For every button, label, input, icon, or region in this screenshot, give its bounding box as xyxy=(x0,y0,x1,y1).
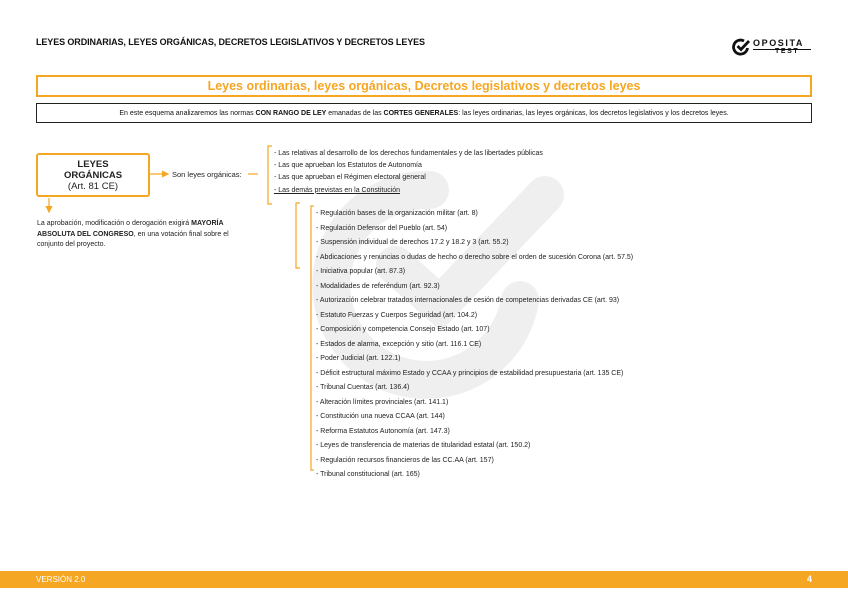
list-item: - Reforma Estatutos Autonomía (art. 147.3) xyxy=(316,427,450,435)
footer-bar xyxy=(0,571,848,588)
bracket-other-cases xyxy=(311,206,314,470)
connector-label: Son leyes orgánicas: xyxy=(172,170,242,179)
concept-title-line2: ORGÁNICAS xyxy=(63,170,123,181)
section-title: Leyes ordinarias, leyes orgánicas, Decretos legislativos y decretos leyes xyxy=(207,79,641,93)
list-item: - Constitución una nueva CCAA (art. 144) xyxy=(316,413,445,420)
bracket-other-cases-top xyxy=(296,203,300,268)
list-item: - Alteración límites provinciales (art. 141.1) xyxy=(316,398,449,406)
list-item: - Tribunal Cuentas (art. 136.4) xyxy=(316,384,410,391)
list-item: - Iniciativa popular (art. 87.3) xyxy=(316,268,406,275)
leyes-organicas-box xyxy=(36,153,150,197)
list-item: - Suspensión individual de derechos 17.2 y 18.2 y 3 (art. 55.2) xyxy=(316,239,509,246)
list-item: - Leyes de transferencia de materias de titularidad estatal (art. 150.2) xyxy=(316,442,531,449)
list-item: - Estados de alarma, excepción y sitio (art. 116.1 CE) xyxy=(316,340,482,348)
organic-law-types-list xyxy=(274,148,543,197)
other-cases-list xyxy=(316,207,633,483)
check-circle-icon xyxy=(731,37,751,57)
list-item: - Abdicaciones y renuncias o dudas de hecho o derecho sobre el orden de sucesión Corona (art. 57.5) xyxy=(316,253,634,261)
list-item: - Poder Judicial (art. 122.1) xyxy=(316,355,401,362)
approval-description: La aprobación, modificación o derogación exigirá MAYORÍA ABSOLUTA DEL CONGRESO, en una votación final sobre el conjunto del proyecto. xyxy=(37,220,229,248)
list-item: - Las demás previstas en la Constitución xyxy=(274,186,401,194)
list-item: - Déficit estructural máximo Estado y CCAA y principios de estabilidad presupuestaria (art. 135 CE) xyxy=(316,369,624,377)
intro-text: En este esquema analizaremos las normas CON RANGO DE LEY emanadas de las CORTES GENERALES: las leyes ordinarias, las leyes orgánicas, los decretos legislativos y los decretos leyes. xyxy=(119,109,729,117)
list-item: - Estatuto Fuerzas y Cuerpos Seguridad (art. 104.2) xyxy=(316,311,478,319)
logo-word-test: TEST xyxy=(775,48,800,55)
list-item: - Las que aprueban el Régimen electoral general xyxy=(274,174,426,182)
version-label: VERSIÓN 2.0 xyxy=(36,575,86,584)
section-title-box xyxy=(36,75,812,97)
list-item: - Las relativas al desarrollo de los derechos fundamentales y de las libertades públicas xyxy=(274,150,543,157)
concept-title-line1: LEYES xyxy=(77,159,109,170)
list-item: - Regulación Defensor del Pueblo (art. 54) xyxy=(316,224,448,232)
document-header-title: LEYES ORDINARIAS, LEYES ORGÁNICAS, DECRETOS LEGISLATIVOS Y DECRETOS LEYES xyxy=(36,37,425,47)
list-item: - Las que aprueban los Estatutos de Autonomía xyxy=(274,162,422,170)
list-item: - Modalidades de referéndum (art. 92.3) xyxy=(316,282,440,290)
concept-article: (Art. 81 CE) xyxy=(67,181,119,192)
list-item: - Tribunal constitucional (art. 165) xyxy=(316,471,420,478)
intro-box xyxy=(36,103,812,123)
list-item: - Regulación bases de la organización militar (art. 8) xyxy=(316,210,478,217)
list-item: - Composición y competencia Consejo Estado (art. 107) xyxy=(316,326,490,333)
page-number: 4 xyxy=(806,574,812,584)
logo-word-oposita: OPOSITA xyxy=(753,38,805,48)
list-item: - Autorización celebrar tratados internacionales de cesión de competencias derivadas CE (art. 93) xyxy=(316,297,620,304)
opositatest-logo xyxy=(731,36,813,58)
list-item: - Regulación recursos financieros de las CC.AA (art. 157) xyxy=(316,456,494,464)
bracket-organic-types xyxy=(268,146,272,204)
